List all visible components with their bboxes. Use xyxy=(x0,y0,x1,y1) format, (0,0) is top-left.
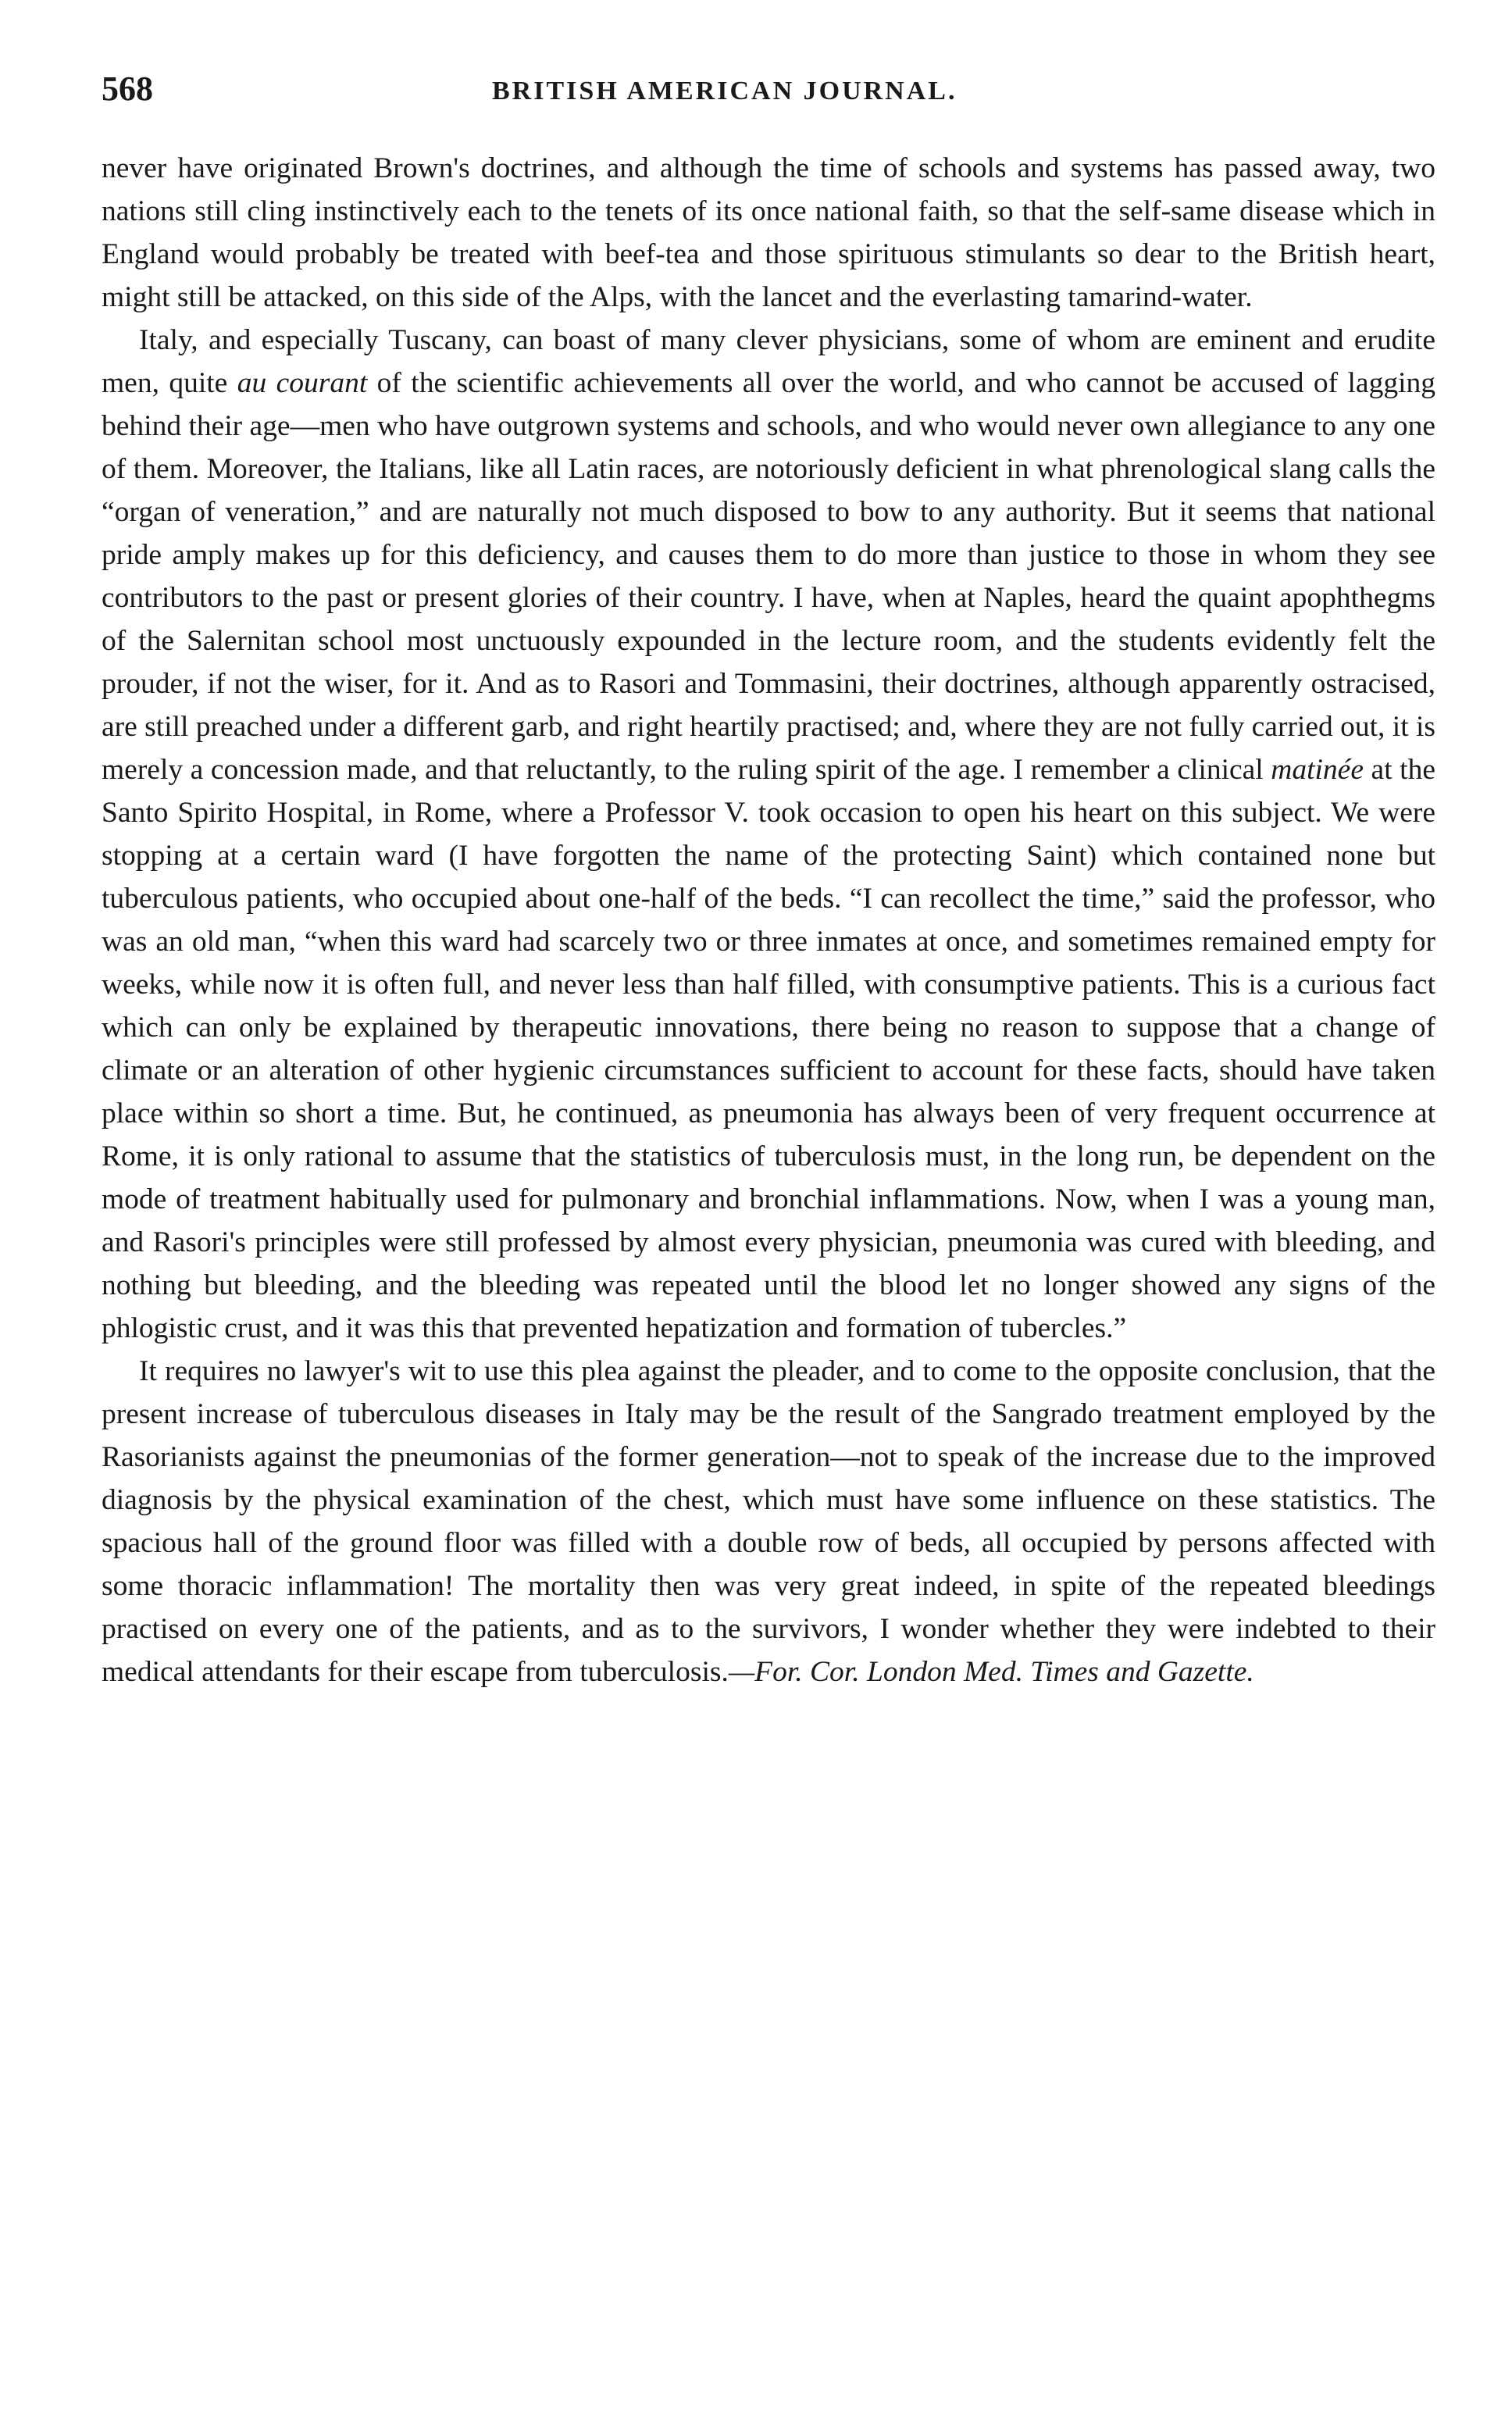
paragraph-text: at the Santo Spirito Hospital, in Rome, where a Professor V. took occasion to open his heart on this subject. We were stopping at a certain ward (I have forgotten the name of the protecting Saint) which contained none but tuberculous patients, who occupied about one-half of the beds. “I can recollect the time,” said the professor, who was an old man, “when this ward had scarcely two or three inmates at once, and sometimes remained empty for weeks, while now it is often full, and never less than half filled, with consumptive patients. This is a curious fact which can only be explained by therapeutic innovations, there being no reason to suppose that a change of climate or an alteration of other hygienic circumstances sufficient to account for these facts, should have taken place within so short a time. But, he continued, as pneumonia has always been of very frequent occurrence at Rome, it is only rational to assume that the statistics of tuberculosis must, in the long run, be dependent on the mode of treatment habitually used for pulmonary and bronchial inflammations. Now, when I was a young man, and Rasori's principles were still professed by almost every physician, pneumonia was cured with bleeding, and nothing but bleeding, and the bleeding was repeated until the blood let no longer showed any signs of the phlogistic crust, and it was this that prevented hepatization and formation of tubercles.” xyxy=(102,754,1435,1344)
paragraph-continuation xyxy=(102,147,1435,319)
running-head: BRITISH AMERICAN JOURNAL. xyxy=(492,77,957,105)
paragraph-text: of the scientific achievements all over the world, and who cannot be accused of lagging behind their age—men who have outgrown systems and schools, and who would never own allegiance to any one of them. Moreover, the Italians, like all Latin races, are notoriously deficient in what phrenological slang calls the “organ of veneration,” and are naturally not much disposed to bow to any authority. But it seems that national pride amply makes up for this deficiency, and causes them to do more than justice to those in whom they see contributors to the past or present glories of their country. I have, when at Naples, heard the quaint apophthegms of the Salernitan school most unctuously expounded in the lecture room, and the students evidently felt the prouder, if not the wiser, for it. And as to Rasori and Tommasini, their doctrines, although apparently ostracised, are still preached under a different garb, and right heartily practised; and, where they are not fully carried out, it is merely a concession made, and that reluctantly, to the ruling spirit of the age. I remember a clinical xyxy=(102,367,1436,786)
paragraph-conclusion xyxy=(102,1350,1435,1693)
source-citation: —For. Cor. London Med. Times and Gazette. xyxy=(728,1656,1254,1688)
italic-phrase: au courant xyxy=(237,367,368,399)
paragraph-italy xyxy=(102,319,1435,1350)
paragraph-text: Italy, and especially Tuscany, can boast of many clever physicians, some of whom are eminent and erudite men, quite xyxy=(102,324,1435,399)
article-body xyxy=(102,147,1435,1693)
italic-phrase: matinée xyxy=(1271,754,1364,786)
paragraph-text: It requires no lawyer's wit to use this plea against the pleader, and to come to the opposite conclusion, that the present increase of tuberculous diseases in Italy may be the result of the Sangrado treatment employed by the Rasorianists against the pneumonias of the former generation—not to speak of the increase due to the improved diagnosis by the physical examination of the chest, which must have some influence on these statistics. The spacious hall of the ground floor was filled with a double row of beds, all occupied by persons affected with some thoracic inflammation! The mortality then was very great indeed, in spite of the repeated bleedings practised on every one of the patients, and as to the survivors, I wonder whether they were indebted to their medical attendants for their escape from tuberculosis. xyxy=(102,1355,1435,1688)
paragraph-text: never have originated Brown's doctrines, and although the time of schools and systems has passed away, two nations still cling instinctively each to the tenets of its once national faith, so that the self-same disease which in England would probably be treated with beef-tea and those spirituous stimulants so dear to the British heart, might still be attacked, on this side of the Alps, with the lancet and the everlasting tamarind-water. xyxy=(102,152,1435,313)
page-number: 568 xyxy=(102,70,153,108)
page-header xyxy=(102,69,1445,116)
